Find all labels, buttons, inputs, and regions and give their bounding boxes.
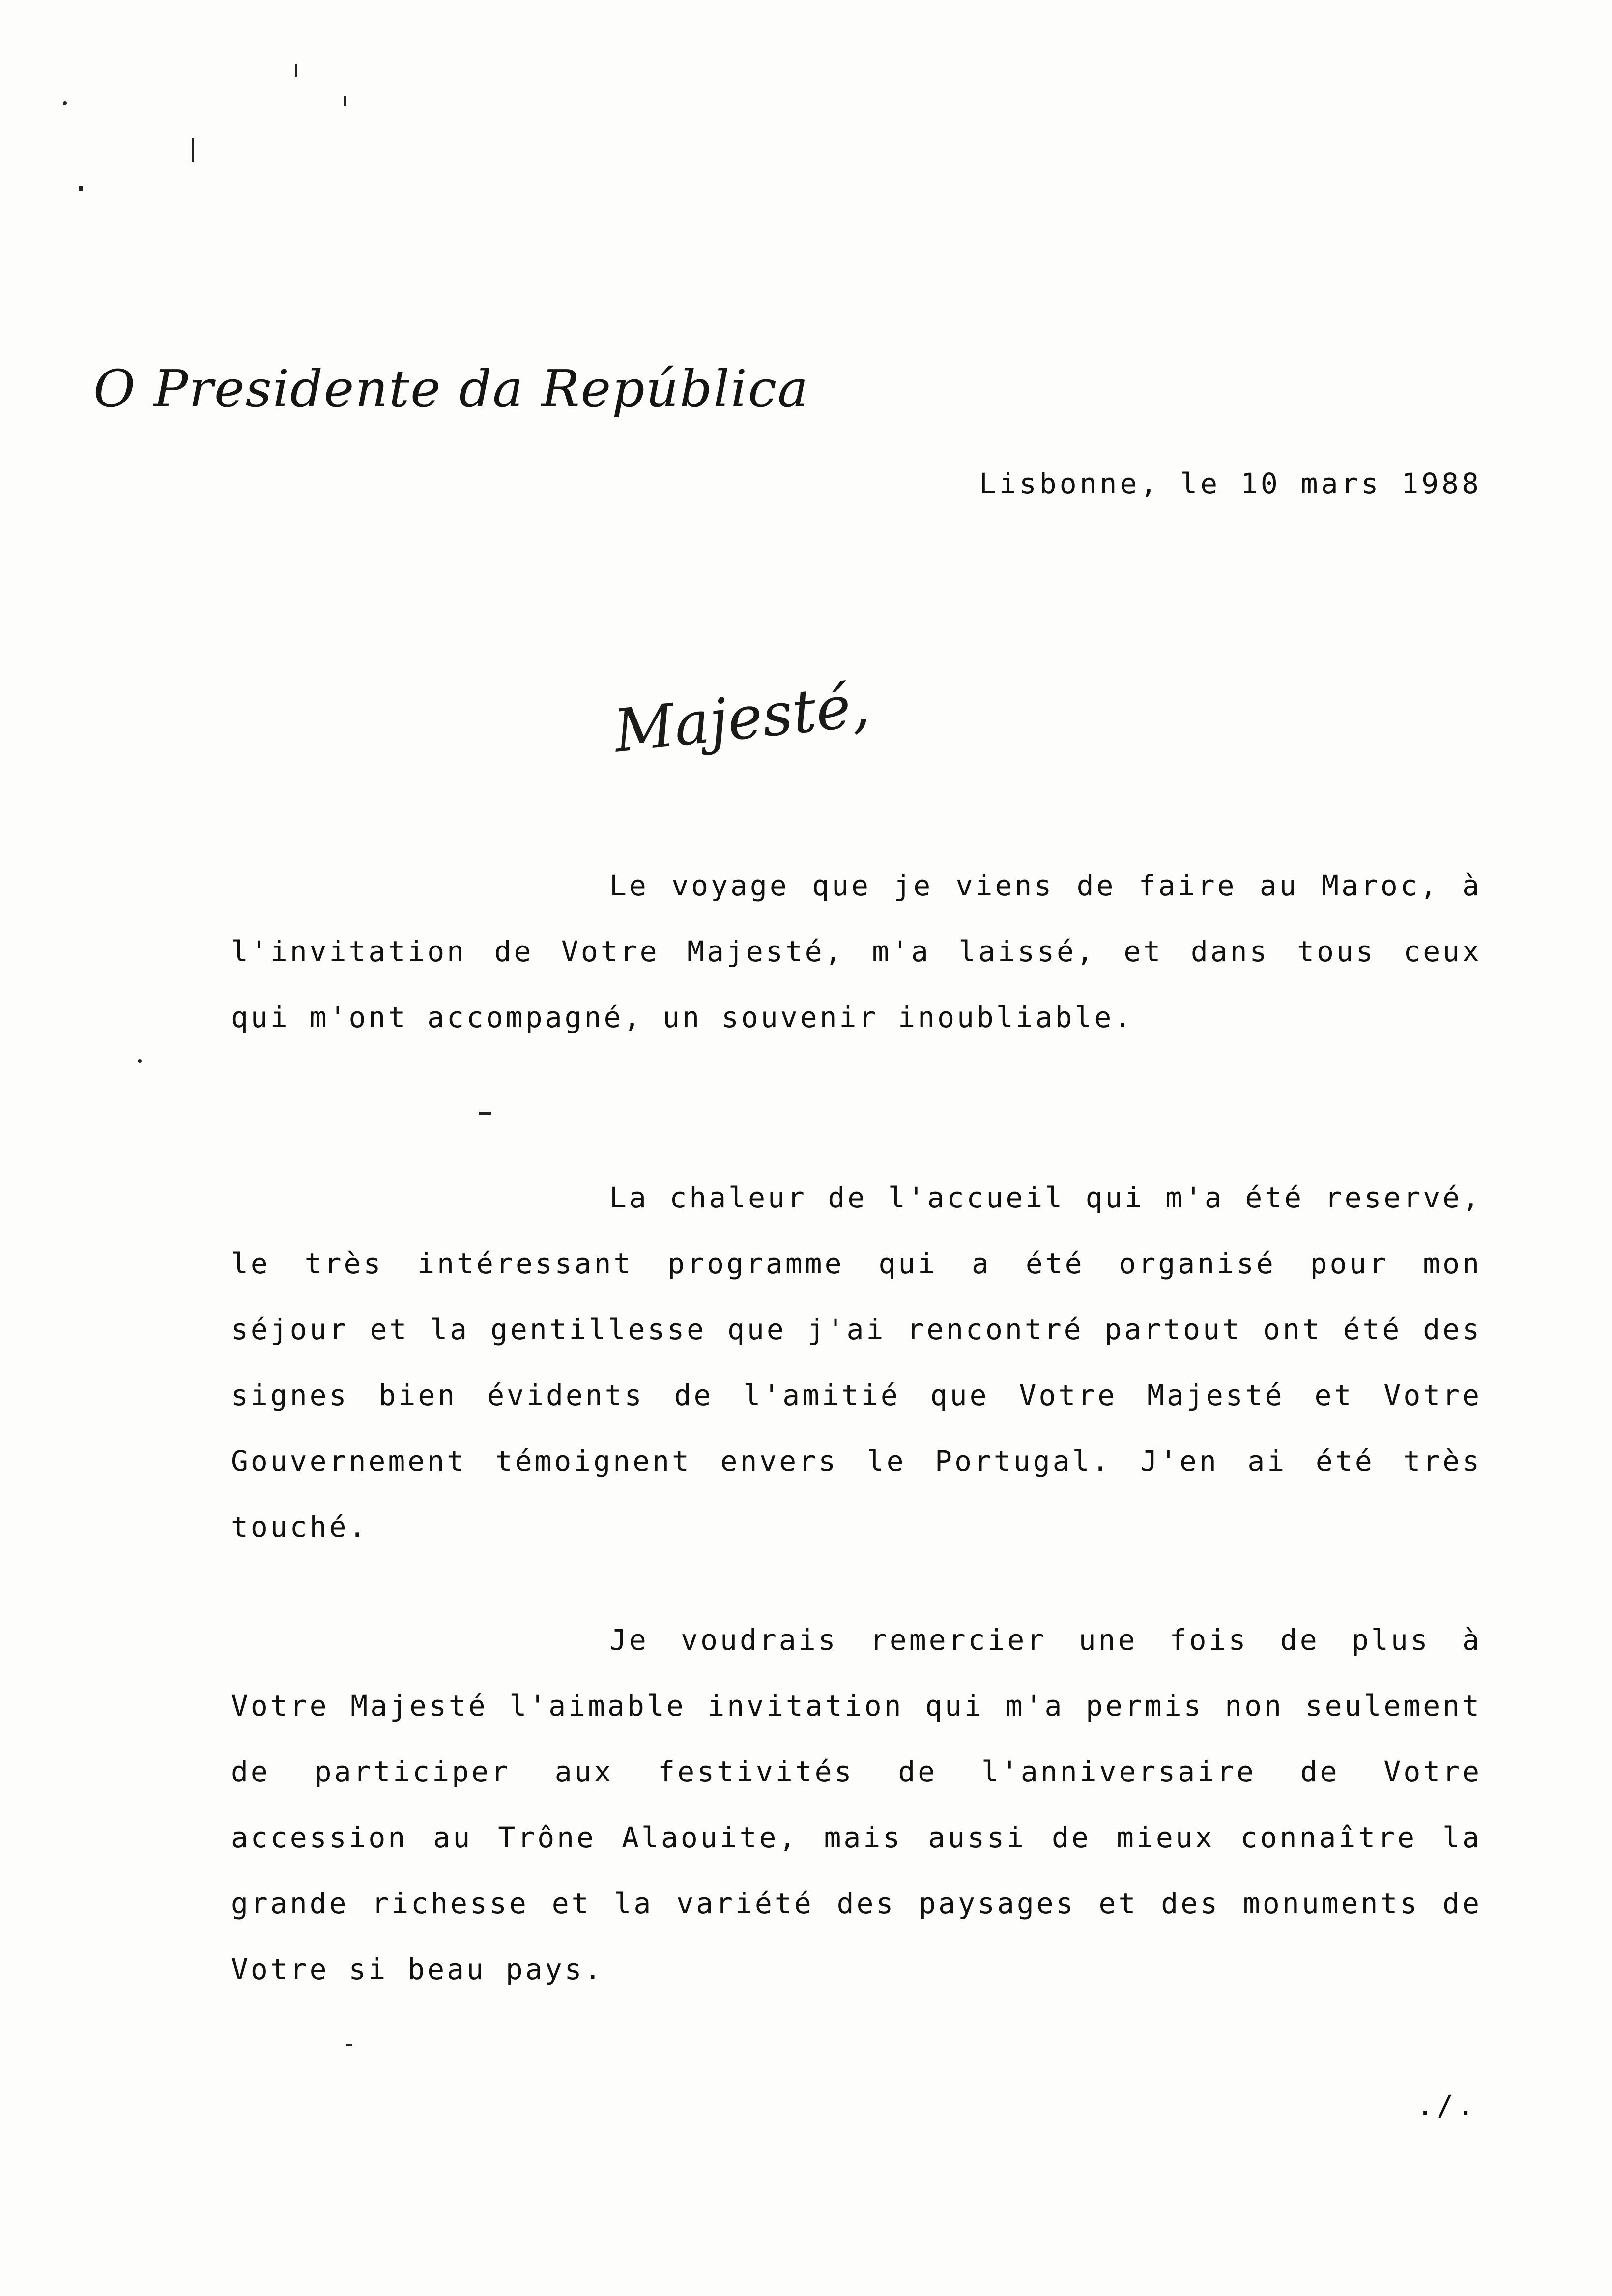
scan-speck — [346, 2044, 352, 2046]
letter-paragraph-1 — [231, 853, 1482, 1050]
scan-speck — [192, 138, 194, 162]
scan-speck — [63, 101, 67, 105]
letterhead-title: O Presidente da República — [93, 359, 809, 419]
paragraph-text: La chaleur de l'accueil qui m'a été reservé, le très intéressant programme qui a été organisé pour mon séjour et la gentillesse que j'ai rencontré partout ont été des signes bien évidents de l'amitié que Votre Majesté et Votre Gouvernement témoignent envers le Portugal. J'en ai été très touché. — [231, 1181, 1482, 1544]
paragraph-text: Le voyage que je viens de faire au Maroc, à l'invitation de Votre Majesté, m'a laissé, et dans tous ceux qui m'ont accompagné, un souvenir inoubliable. — [231, 869, 1482, 1034]
scan-speck — [79, 186, 83, 191]
paragraph-text: Je voudrais remercier une fois de plus à Votre Majesté l'aimable invitation qui m'a permis non seulement de participer aux festivités de l'anniversaire de Votre accession au Trône Alaouite, mais aussi de mieux connaître la grande richesse et la variété des paysages et des monuments de Votre si beau pays. — [231, 1623, 1482, 1986]
handwritten-salutation: Majesté, — [610, 671, 873, 766]
letter-paragraph-3 — [231, 1607, 1482, 2002]
scan-speck — [479, 1112, 491, 1115]
scan-speck — [138, 1059, 142, 1063]
letter-paragraph-2 — [231, 1165, 1482, 1560]
dateline: Lisbonne, le 10 mars 1988 — [979, 467, 1482, 500]
scan-speck — [344, 96, 346, 106]
scan-speck — [295, 64, 297, 77]
continuation-mark: ./. — [1416, 2089, 1477, 2122]
